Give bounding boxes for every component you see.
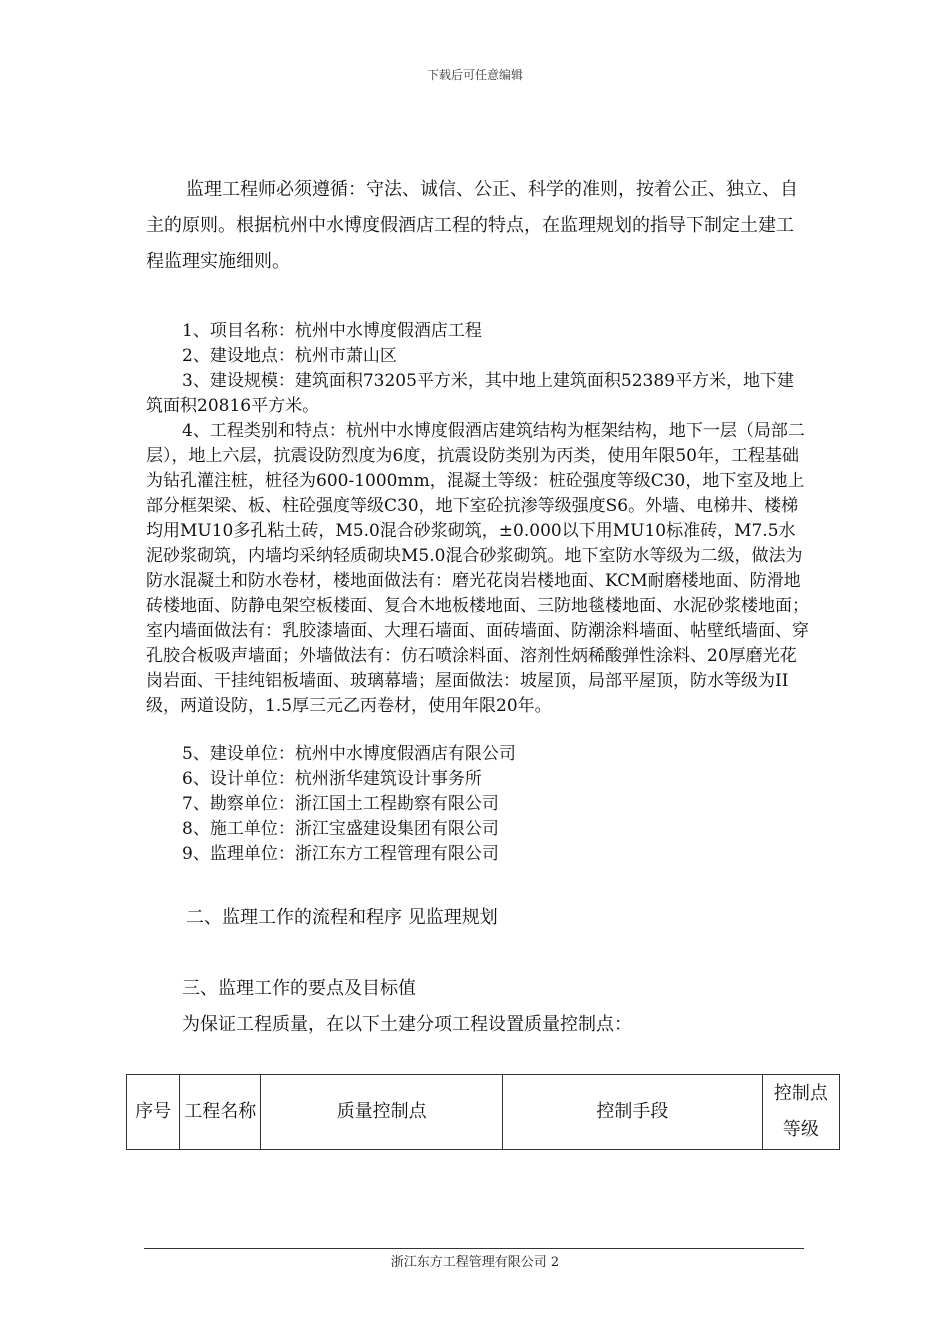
item-scale — [146, 369, 810, 419]
section-heading-3: 三、监理工作的要点及目标值 — [182, 978, 416, 999]
item-category — [146, 419, 810, 719]
item-supervisor — [146, 842, 810, 867]
footer-text: 浙江东方工程管理有限公司 2 — [390, 1255, 560, 1270]
item-text: 6、设计单位：杭州浙华建筑设计事务所 — [182, 769, 482, 789]
item-text: 9、监理单位：浙江东方工程管理有限公司 — [182, 844, 499, 864]
header-cell-seq: 序号 — [127, 1075, 180, 1150]
item-text: 7、勘察单位：浙江国土工程勘察有限公司 — [182, 794, 499, 814]
item-text: 3、建设规模：建筑面积73205平方米，其中地上建筑面积52389平方米，地下建筑面积20816平方米。 — [146, 371, 794, 416]
intro-paragraph: 监理工程师必须遵循：守法、诚信、公正、科学的准则，按着公正、独立、自主的原则。根据杭州中水博度假酒店工程的特点，在监理规划的指导下制定土建工程监理实施细则。 — [146, 179, 798, 272]
item-owner — [146, 742, 810, 767]
item-contractor — [146, 817, 810, 842]
item-project-name — [146, 319, 810, 344]
item-survey — [146, 792, 810, 817]
section-3-subtitle: 为保证工程质量，在以下土建分项工程设置质量控制点： — [182, 1014, 632, 1035]
item-text: 1、项目名称：杭州中水博度假酒店工程 — [182, 321, 482, 341]
header-cell-control-means: 控制手段 — [503, 1075, 763, 1150]
section-heading-2: 二、监理工作的流程和程序 见监理规划 — [186, 907, 498, 928]
header-cell-control-point: 质量控制点 — [261, 1075, 503, 1150]
header-note: 下载后可任意编辑 — [426, 68, 523, 82]
footer-divider — [144, 1248, 804, 1249]
header-cell-project: 工程名称 — [180, 1075, 261, 1150]
item-text: 8、施工单位：浙江宝盛建设集团有限公司 — [182, 819, 499, 839]
item-text: 4、工程类别和特点：杭州中水博度假酒店建筑结构为框架结构，地下一层（局部二层），地上六层，抗震设防烈度为6度，抗震设防类别为丙类，使用年限50年，工程基础为钻孔灌注桩，桩径为600-1000mm，混凝土等级：桩砼强度等级C30，地下室及地上部分框架梁、板、柱砼强度等级C30，地下室砼抗渗等级强度S6。外墙、电梯井、楼梯均用MU10多孔粘土砖，M5.0混合砂浆砌筑，±0.000以下用MU10标准砖，M7.5水泥砂浆砌筑，内墙均采纳轻质砌块M5.0混合砂浆砌筑。地下室防水等级为二级，做法为防水混凝土和防水卷材，楼地面做法有：磨光花岗岩楼地面、KCM耐磨楼地面、防滑地砖楼地面、防静电架空板楼面、复合木地板楼地面、三防地毯楼地面、水泥砂浆楼地面；室内墙面做法有：乳胶漆墙面、大理石墙面、面砖墙面、防潮涂料墙面、帖壁纸墙面、穿孔胶合板吸声墙面；外墙做法有：仿石喷涂料面、溶剂性炳稀酸弹性涂料、20厚磨光花岗岩面、干挂纯铝板墙面、玻璃幕墙；屋面做法：坡屋顶，局部平屋顶，防水等级为II级，两道设防，1.5厚三元乙丙卷材，使用年限20年。 — [146, 421, 809, 716]
header-cell-level: 控制点等级 — [762, 1075, 839, 1150]
item-location — [146, 344, 810, 369]
quality-control-table — [126, 1074, 840, 1150]
table-header-row — [127, 1075, 840, 1150]
item-text: 2、建设地点：杭州市萧山区 — [182, 346, 397, 366]
item-text: 5、建设单位：杭州中水博度假酒店有限公司 — [182, 744, 516, 764]
item-designer — [146, 767, 810, 792]
